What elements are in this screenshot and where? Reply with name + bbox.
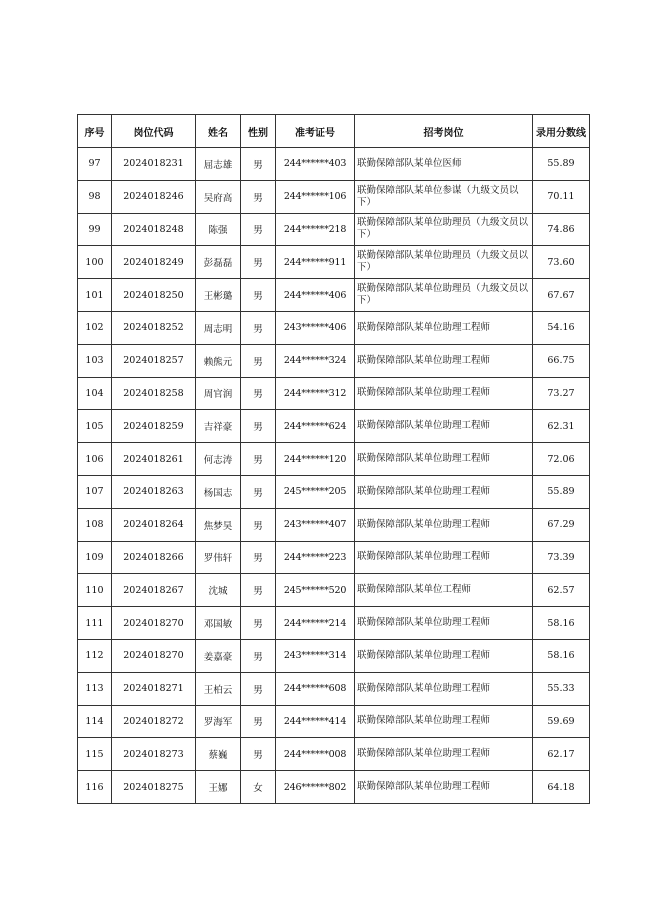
cell-post-code: 2024018264 [112,508,196,541]
cell-ticket-number: 245******205 [276,475,355,508]
cell-score-line: 59.69 [533,705,590,738]
cell-position: 联勤保障部队某单位助理工程师 [355,541,533,574]
cell-name: 沈城 [196,574,241,607]
cell-score-line: 55.33 [533,672,590,705]
cell-index: 105 [78,410,112,443]
cell-index: 108 [78,508,112,541]
cell-position: 联勤保障部队某单位助理工程师 [355,705,533,738]
cell-name: 周志明 [196,311,241,344]
cell-index: 115 [78,738,112,771]
cell-name: 焦梦昊 [196,508,241,541]
cell-index: 113 [78,672,112,705]
cell-gender: 男 [241,344,276,377]
cell-position: 联勤保障部队某单位助理员（九级文员以下） [355,246,533,279]
table-row [78,410,590,443]
cell-score-line: 73.39 [533,541,590,574]
cell-index: 106 [78,443,112,476]
cell-name: 吉祥豪 [196,410,241,443]
cell-name: 周官润 [196,377,241,410]
table-row [78,738,590,771]
cell-index: 102 [78,311,112,344]
cell-post-code: 2024018272 [112,705,196,738]
cell-position: 联勤保障部队某单位助理工程师 [355,443,533,476]
cell-position: 联勤保障部队某单位助理工程师 [355,771,533,804]
table-row [78,574,590,607]
cell-gender: 男 [241,377,276,410]
cell-gender: 男 [241,639,276,672]
cell-score-line: 55.89 [533,148,590,181]
cell-index: 99 [78,213,112,246]
cell-position: 联勤保障部队某单位助理工程师 [355,475,533,508]
cell-gender: 男 [241,541,276,574]
cell-name: 邓国敏 [196,607,241,640]
cell-name: 陈强 [196,213,241,246]
cell-gender: 男 [241,508,276,541]
cell-index: 100 [78,246,112,279]
cell-position: 联勤保障部队某单位参谋（九级文员以下） [355,180,533,213]
cell-name: 姜嘉豪 [196,639,241,672]
cell-post-code: 2024018252 [112,311,196,344]
cell-score-line: 58.16 [533,639,590,672]
cell-name: 蔡巍 [196,738,241,771]
cell-score-line: 64.18 [533,771,590,804]
cell-position: 联勤保障部队某单位工程师 [355,574,533,607]
cell-post-code: 2024018270 [112,607,196,640]
table-row [78,246,590,279]
table-row [78,443,590,476]
cell-index: 104 [78,377,112,410]
cell-score-line: 62.31 [533,410,590,443]
table-row [78,279,590,312]
cell-ticket-number: 243******406 [276,311,355,344]
table-row [78,541,590,574]
cell-gender: 男 [241,410,276,443]
cell-position: 联勤保障部队某单位医师 [355,148,533,181]
cell-index: 103 [78,344,112,377]
cell-score-line: 54.16 [533,311,590,344]
header-gender: 性别 [241,115,276,148]
cell-gender: 男 [241,279,276,312]
cell-gender: 男 [241,246,276,279]
table-row [78,607,590,640]
cell-name: 杨国志 [196,475,241,508]
cell-ticket-number: 244******218 [276,213,355,246]
cell-ticket-number: 244******312 [276,377,355,410]
cell-name: 何志涛 [196,443,241,476]
cell-position: 联勤保障部队某单位助理员（九级文员以下） [355,213,533,246]
cell-position: 联勤保障部队某单位助理员（九级文员以下） [355,279,533,312]
cell-gender: 男 [241,148,276,181]
cell-ticket-number: 245******520 [276,574,355,607]
cell-position: 联勤保障部队某单位助理工程师 [355,672,533,705]
cell-index: 110 [78,574,112,607]
cell-post-code: 2024018270 [112,639,196,672]
table-row [78,639,590,672]
cell-name: 王娜 [196,771,241,804]
cell-score-line: 66.75 [533,344,590,377]
table-row [78,672,590,705]
cell-score-line: 72.06 [533,443,590,476]
cell-gender: 男 [241,738,276,771]
cell-ticket-number: 244******223 [276,541,355,574]
cell-position: 联勤保障部队某单位助理工程师 [355,377,533,410]
cell-position: 联勤保障部队某单位助理工程师 [355,738,533,771]
table-row [78,311,590,344]
cell-post-code: 2024018261 [112,443,196,476]
cell-post-code: 2024018246 [112,180,196,213]
cell-post-code: 2024018266 [112,541,196,574]
cell-ticket-number: 244******214 [276,607,355,640]
cell-gender: 男 [241,574,276,607]
table-row [78,508,590,541]
cell-post-code: 2024018258 [112,377,196,410]
cell-ticket-number: 244******414 [276,705,355,738]
table-row [78,180,590,213]
cell-post-code: 2024018231 [112,148,196,181]
cell-post-code: 2024018259 [112,410,196,443]
cell-index: 112 [78,639,112,672]
cell-ticket-number: 244******406 [276,279,355,312]
cell-index: 101 [78,279,112,312]
cell-score-line: 67.67 [533,279,590,312]
cell-index: 97 [78,148,112,181]
cell-gender: 男 [241,672,276,705]
cell-score-line: 74.86 [533,213,590,246]
admission-score-table [77,114,590,804]
cell-position: 联勤保障部队某单位助理工程师 [355,607,533,640]
cell-score-line: 73.60 [533,246,590,279]
header-score-line: 录用分数线 [533,115,590,148]
cell-position: 联勤保障部队某单位助理工程师 [355,639,533,672]
header-index: 序号 [78,115,112,148]
cell-position: 联勤保障部队某单位助理工程师 [355,311,533,344]
cell-post-code: 2024018257 [112,344,196,377]
cell-score-line: 58.16 [533,607,590,640]
cell-index: 107 [78,475,112,508]
cell-post-code: 2024018273 [112,738,196,771]
cell-gender: 男 [241,180,276,213]
cell-name: 王柏云 [196,672,241,705]
table-row [78,475,590,508]
cell-gender: 男 [241,213,276,246]
table-row [78,344,590,377]
cell-index: 109 [78,541,112,574]
header-ticket-number: 准考证号 [276,115,355,148]
cell-index: 98 [78,180,112,213]
cell-name: 罗伟轩 [196,541,241,574]
cell-name: 吴府高 [196,180,241,213]
header-post-code: 岗位代码 [112,115,196,148]
table-row [78,705,590,738]
cell-post-code: 2024018271 [112,672,196,705]
cell-ticket-number: 243******314 [276,639,355,672]
cell-ticket-number: 244******608 [276,672,355,705]
cell-post-code: 2024018249 [112,246,196,279]
cell-score-line: 67.29 [533,508,590,541]
cell-score-line: 70.11 [533,180,590,213]
cell-score-line: 73.27 [533,377,590,410]
cell-gender: 男 [241,311,276,344]
cell-post-code: 2024018263 [112,475,196,508]
cell-ticket-number: 244******120 [276,443,355,476]
cell-gender: 男 [241,607,276,640]
cell-post-code: 2024018267 [112,574,196,607]
cell-post-code: 2024018275 [112,771,196,804]
cell-index: 111 [78,607,112,640]
cell-index: 116 [78,771,112,804]
table-row [78,377,590,410]
cell-ticket-number: 244******624 [276,410,355,443]
cell-index: 114 [78,705,112,738]
cell-name: 王彬璐 [196,279,241,312]
cell-ticket-number: 244******324 [276,344,355,377]
cell-score-line: 62.57 [533,574,590,607]
cell-position: 联勤保障部队某单位助理工程师 [355,410,533,443]
cell-name: 彭磊磊 [196,246,241,279]
cell-name: 罗海军 [196,705,241,738]
table-row [78,213,590,246]
cell-gender: 男 [241,443,276,476]
cell-position: 联勤保障部队某单位助理工程师 [355,344,533,377]
table-row [78,148,590,181]
table-row [78,771,590,804]
cell-name: 赖熊元 [196,344,241,377]
cell-name: 屈志雄 [196,148,241,181]
table-header-row [78,115,590,148]
cell-post-code: 2024018248 [112,213,196,246]
cell-gender: 女 [241,771,276,804]
cell-ticket-number: 244******911 [276,246,355,279]
cell-ticket-number: 244******403 [276,148,355,181]
cell-score-line: 55.89 [533,475,590,508]
cell-ticket-number: 244******008 [276,738,355,771]
cell-score-line: 62.17 [533,738,590,771]
header-name: 姓名 [196,115,241,148]
cell-ticket-number: 243******407 [276,508,355,541]
header-position: 招考岗位 [355,115,533,148]
cell-post-code: 2024018250 [112,279,196,312]
cell-ticket-number: 246******802 [276,771,355,804]
cell-ticket-number: 244******106 [276,180,355,213]
cell-gender: 男 [241,475,276,508]
cell-gender: 男 [241,705,276,738]
cell-position: 联勤保障部队某单位助理工程师 [355,508,533,541]
